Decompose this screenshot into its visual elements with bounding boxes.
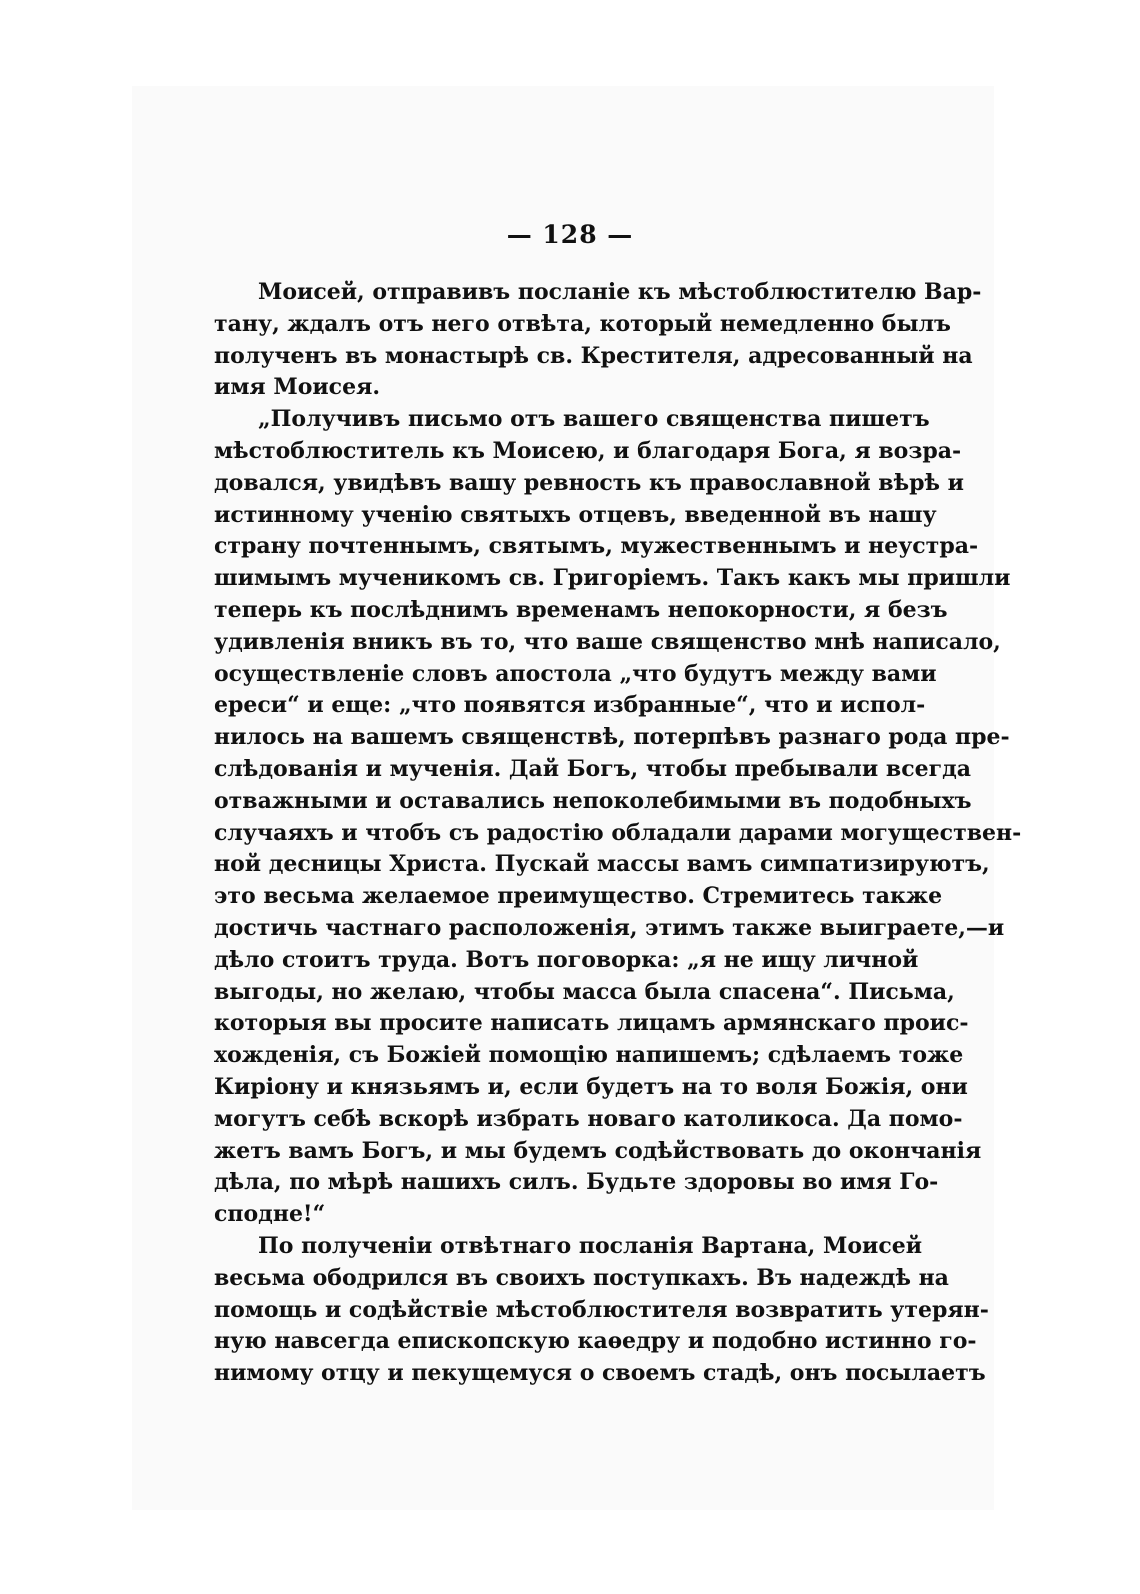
text-line: довался, увидѣвъ вашу ревность къ православной вѣрѣ и [214,469,964,496]
text-line: тану, ждалъ отъ него отвѣта, который немедленно былъ [214,310,951,337]
text-line: мѣстоблюститель къ Моисею, и благодаря Бога, я возра- [214,437,962,464]
text-line: „Получивъ письмо отъ вашего священства пишетъ [258,406,930,433]
text-line: могутъ себѣ вскорѣ избрать новаго католикоса. Да помо- [214,1105,963,1132]
text-line: По полученіи отвѣтнаго посланія Вартана, Моисей [258,1232,923,1259]
text-line: отважными и оставались непоколебимыми въ подобныхъ [214,787,972,814]
text-line: Моисей, отправивъ посланіе къ мѣстоблюстителю Вар- [258,279,982,305]
text-line: ную навсегда епископскую каѳедру и подобно истинно го- [214,1328,977,1355]
text-line: имя Моисея. [214,374,380,401]
text-line: дѣла, по мѣрѣ нашихъ силъ. Будьте здоровы во имя Го- [214,1169,939,1196]
text-line: случаяхъ и чтобъ съ радостію обладали дарами могуществен- [214,819,1022,846]
text-line: нимому отцу и пекущемуся о своемъ стадѣ, онъ посылаетъ [214,1360,986,1387]
text-line: помощь и содѣйствіе мѣстоблюстителя возвратить утерян- [214,1296,989,1323]
text-line: осуществленіе словъ апостола „что будутъ между вами [214,660,937,687]
text-line: полученъ въ монастырѣ св. Крестителя, адресованный на [214,342,973,369]
page-number: — 128 — [506,220,634,249]
text-line: достичь частнаго расположенія, этимъ также выиграете,—и [214,914,1005,941]
text-line: ной десницы Христа. Пускай массы вамъ симпатизируютъ, [214,851,990,878]
body-text [214,277,1022,1390]
text-line: шимымъ мученикомъ св. Григоріемъ. Такъ какъ мы пришли [214,565,1011,592]
text-line: которыя вы просите написать лицамъ армянскаго проис- [214,1010,969,1037]
text-line: теперь къ послѣднимъ временамъ непокорности, я безъ [214,596,948,623]
text-line: слѣдованія и мученія. Дай Богъ, чтобы пребывали всегда [214,755,971,782]
text-line: страну почтеннымъ, святымъ, мужественнымъ и неустра- [214,533,979,560]
text-line: это весьма желаемое преимущество. Стремитесь также [214,883,943,910]
text-line: выгоды, но желаю, чтобы масса была спасена“. Письма, [214,978,955,1005]
text-line: ереси“ и еще: „что появятся избранные“, что и испол- [214,692,926,719]
text-line: дѣло стоитъ труда. Вотъ поговорка: „я не ищу личной [214,946,919,973]
text-line: нилось на вашемъ священствѣ, потерпѣвъ разнаго рода пре- [214,724,1010,751]
text-line: удивленія вникъ въ то, что ваше священство мнѣ написало, [214,628,1001,655]
text-line: хожденія, съ Божіей помощію напишемъ; сдѣлаемъ тоже [214,1042,964,1069]
text-line: Киріону и князьямъ и, если будетъ на то воля Божія, они [214,1073,968,1100]
text-line: жетъ вамъ Богъ, и мы будемъ содѣйствовать до окончанія [214,1137,982,1164]
text-line: истинному ученію святыхъ отцевъ, введенной въ нашу [214,501,937,528]
text-line: сподне!“ [214,1201,326,1228]
text-line: весьма ободрился въ своихъ поступкахъ. Въ надеждѣ на [214,1264,949,1291]
